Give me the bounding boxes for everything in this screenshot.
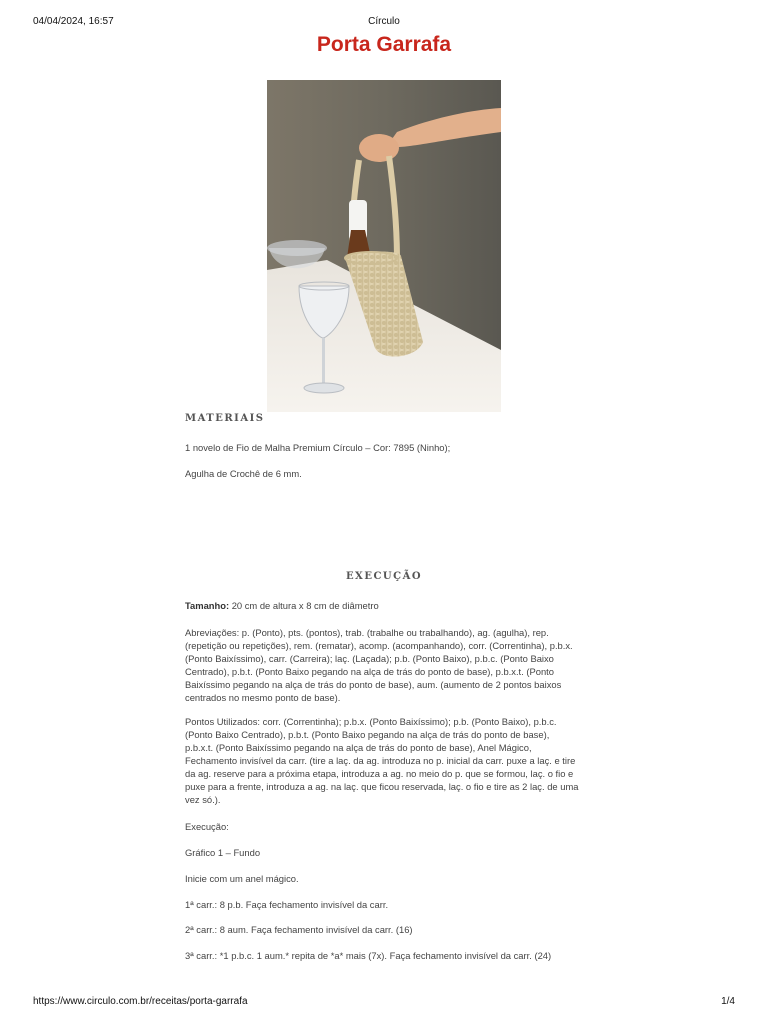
step-item: 3ª carr.: *1 p.b.c. 1 aum.* repita de *a* mais (7x). Faça fechamento invisível da carr. (24) (185, 950, 552, 961)
materials-heading: MATERIAIS (185, 413, 265, 424)
execution-heading: EXECUÇÃO (345, 571, 423, 582)
size-value: 20 cm de altura x 8 cm de diâmetro (229, 600, 379, 611)
stitches-paragraph: Pontos Utilizados: corr. (Correntinha); p.b.x. (Ponto Baixíssimo); p.b. (Ponto Baixo), p.b.c. (Ponto Baixo Centrado), p.b.t. (Ponto Baixo pegando na alça de trás do ponto de base), p.b.x.t. (Ponto Baixíssimo pegando na alça de trás do ponto de base), Anel Mágico, Fechamento invisível da carr. (tire a laç. da ag. introduza no p. inicial da carr. puxe a laç. e tire da ag. reserve para a próxima etapa, introduza a ag. no meio do p. que se formou, laç. o fio e puxe para a frente, introduza a ag. na laç. que ficou reservada, laç. o fio e tire as 2 laç. de uma vez só.). (185, 716, 579, 805)
material-item: 1 novelo de Fio de Malha Premium Círculo – Cor: 7895 (Ninho); (185, 442, 451, 453)
abbreviations-paragraph: Abreviações: p. (Ponto), pts. (pontos), trab. (trabalhe ou trabalhando), ag. (agulha), rep. (repetição ou repetições), rem. (rematar), acomp. (acompanhando), corr. (Correntinha), p.b.x. (Ponto Baixíssimo), carr. (Carreira); laç. (Laçada); p.b. (Ponto Baixo), p.b.c. (Ponto Baixo Centrado), p.b.t. (Ponto Baixo pegando na alça de trás do ponto de base), p.b.x.t. (Ponto Baixíssimo pegando na alça de trás do ponto de base), aum. (aumento de 2 pontos baixos centrados no mesmo ponto de base). (185, 627, 573, 703)
page-number: 1/4 (721, 996, 735, 1007)
execution-label: Execução: (185, 821, 229, 832)
print-site-title: Círculo (368, 16, 400, 27)
step-item: Inicie com um anel mágico. (185, 873, 299, 884)
product-photo (267, 80, 501, 412)
print-datetime: 04/04/2024, 16:57 (33, 16, 114, 27)
bottle-holder-illustration (267, 80, 501, 412)
step-item: 1ª carr.: 8 p.b. Faça fechamento invisível da carr. (185, 899, 389, 910)
page-title: Porta Garrafa (316, 33, 452, 56)
step-item: 2ª carr.: 8 aum. Faça fechamento invisível da carr. (16) (185, 924, 413, 935)
print-url: https://www.circulo.com.br/receitas/porta-garrafa (33, 996, 248, 1007)
size-info (185, 599, 580, 612)
chart-label: Gráfico 1 – Fundo (185, 847, 261, 858)
material-item: Agulha de Crochê de 6 mm. (185, 468, 302, 479)
size-label: Tamanho: (185, 600, 230, 611)
